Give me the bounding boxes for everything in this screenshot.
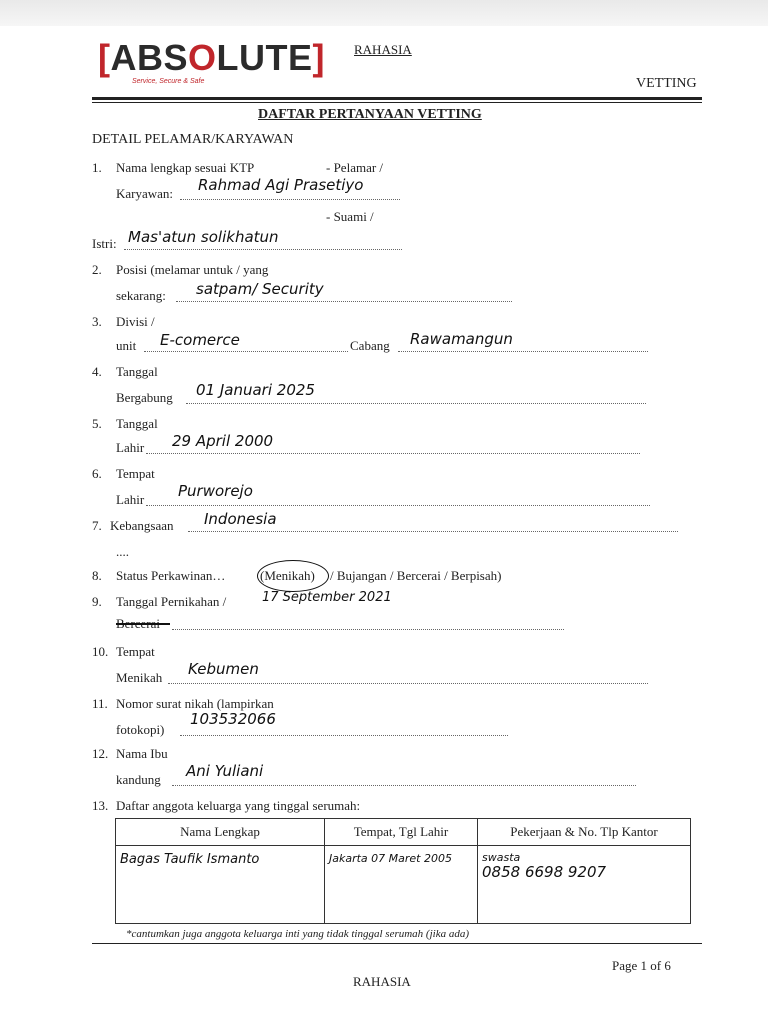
q1-number: 1. <box>92 160 102 175</box>
q1-option-pelamar: - Pelamar / <box>326 160 384 175</box>
q9-strike-mark <box>116 623 170 625</box>
q1-option-suami: - Suami / <box>326 209 374 224</box>
q1-karyawan-label: Karyawan: <box>116 186 174 201</box>
logo-tagline: Service, Secure & Safe <box>132 78 205 85</box>
q5-value: 29 April 2000 <box>172 432 274 450</box>
q13-number: 13. <box>92 798 109 813</box>
q10-label: Tempat <box>116 644 155 659</box>
q7-value: Indonesia <box>204 510 277 528</box>
q6-label: Tempat <box>116 466 155 481</box>
q4-number: 4. <box>92 364 102 379</box>
q6-line <box>146 505 650 506</box>
q7-label: Kebangsaan <box>110 518 174 533</box>
q8-number: 8. <box>92 568 102 583</box>
header-ttl: Tempat, Tgl Lahir <box>325 819 478 846</box>
page-number: Page 1 of 6 <box>612 958 671 973</box>
header-rule-thin <box>92 102 702 103</box>
q13-label: Daftar anggota keluarga yang tinggal serumah: <box>116 798 361 813</box>
document-title: DAFTAR PERTANYAAN VETTING <box>258 107 482 122</box>
footnote: *cantumkan juga anggota keluarga inti yang tidak tinggal serumah (jika ada) <box>126 928 469 940</box>
header-classification: RAHASIA <box>354 42 412 57</box>
footer-classification: RAHASIA <box>353 974 411 989</box>
q11-value: 103532066 <box>190 710 276 728</box>
q1-istri-value: Mas'atun solikhatun <box>128 228 279 246</box>
q10-sub-label: Menikah <box>116 670 163 685</box>
q3-sub-label: unit <box>116 338 137 353</box>
q11-line <box>180 735 508 736</box>
q1-istri-label: Istri: <box>92 236 117 251</box>
q4-label: Tanggal <box>116 364 158 379</box>
q6-number: 6. <box>92 466 102 481</box>
q11-number: 11. <box>92 696 108 711</box>
q2-line <box>176 301 512 302</box>
q12-value: Ani Yuliani <box>186 762 264 780</box>
q12-sub-label: kandung <box>116 772 161 787</box>
header-nama: Nama Lengkap <box>116 819 325 846</box>
q3-label: Divisi / <box>116 314 155 329</box>
q1-karyawan-value: Rahmad Agi Prasetiyo <box>198 176 364 194</box>
q4-sub-label: Bergabung <box>116 390 173 405</box>
q3-cabang-value: Rawamangun <box>410 330 513 348</box>
cell-pekerjaan-job: swasta <box>482 851 521 864</box>
q9-value: 17 September 2021 <box>262 590 392 605</box>
family-table-header <box>116 819 691 846</box>
q11-sub-label: fotokopi) <box>116 722 165 737</box>
q6-sub-label: Lahir <box>116 492 145 507</box>
q2-sub-label: sekarang: <box>116 288 166 303</box>
q7-number: 7. <box>92 518 102 533</box>
q9-number: 9. <box>92 594 102 609</box>
q5-label: Tanggal <box>116 416 158 431</box>
cell-pekerjaan-phone: 0858 6698 9207 <box>482 863 607 881</box>
q3-unit-line <box>144 351 348 352</box>
q7-continuation: .... <box>116 544 129 559</box>
family-table <box>115 818 691 924</box>
q4-value: 01 Januari 2025 <box>196 381 315 399</box>
header-rule-thick <box>92 97 702 100</box>
q2-label: Posisi (melamar untuk / yang <box>116 262 269 277</box>
q3-value: E-comerce <box>160 331 240 349</box>
q4-line <box>186 403 646 404</box>
q3-number: 3. <box>92 314 102 329</box>
q8-selection-circle <box>257 560 329 592</box>
scan-top-band <box>0 0 768 26</box>
q8-other-options: / Bujangan / Bercerai / Berpisah) <box>330 568 502 583</box>
q2-value: satpam/ Security <box>196 280 324 298</box>
section-heading: DETAIL PELAMAR/KARYAWAN <box>92 132 294 147</box>
q1-karyawan-line <box>180 199 400 200</box>
q1-istri-line <box>124 249 402 250</box>
absolute-logo: [ABSOLUTE] <box>98 37 326 78</box>
q5-sub-label: Lahir <box>116 440 145 455</box>
cell-nama: Bagas Taufik Ismanto <box>116 846 325 924</box>
cell-ttl: Jakarta 07 Maret 2005 <box>325 846 478 924</box>
q2-number: 2. <box>92 262 102 277</box>
q8-label: Status Perkawinan… <box>116 568 226 583</box>
q3-cabang-line <box>398 351 648 352</box>
q9-label: Tanggal Pernikahan / <box>116 594 227 609</box>
table-row <box>116 846 691 924</box>
q5-number: 5. <box>92 416 102 431</box>
q9-struck-option: Bercerai <box>116 616 161 631</box>
q5-line <box>146 453 640 454</box>
q10-value: Kebumen <box>188 660 259 678</box>
footer-rule <box>92 943 702 944</box>
q3-cabang-label: Cabang <box>350 338 390 353</box>
q12-number: 12. <box>92 746 109 761</box>
q9-line <box>172 629 564 630</box>
q11-label: Nomor surat nikah (lampirkan <box>116 696 274 711</box>
q1-label: Nama lengkap sesuai KTP <box>116 160 255 175</box>
q12-line <box>172 785 636 786</box>
cell-pekerjaan <box>478 846 691 924</box>
q12-label: Nama Ibu <box>116 746 168 761</box>
q10-line <box>168 683 648 684</box>
q6-value: Purworejo <box>178 482 253 500</box>
logo-shield-letter: O <box>188 37 217 78</box>
header-pekerjaan: Pekerjaan & No. Tlp Kantor <box>478 819 691 846</box>
q10-number: 10. <box>92 644 109 659</box>
q7-line <box>188 531 678 532</box>
header-doc-type: VETTING <box>636 76 697 91</box>
q8-option-menikah: (Menikah) <box>260 568 315 583</box>
